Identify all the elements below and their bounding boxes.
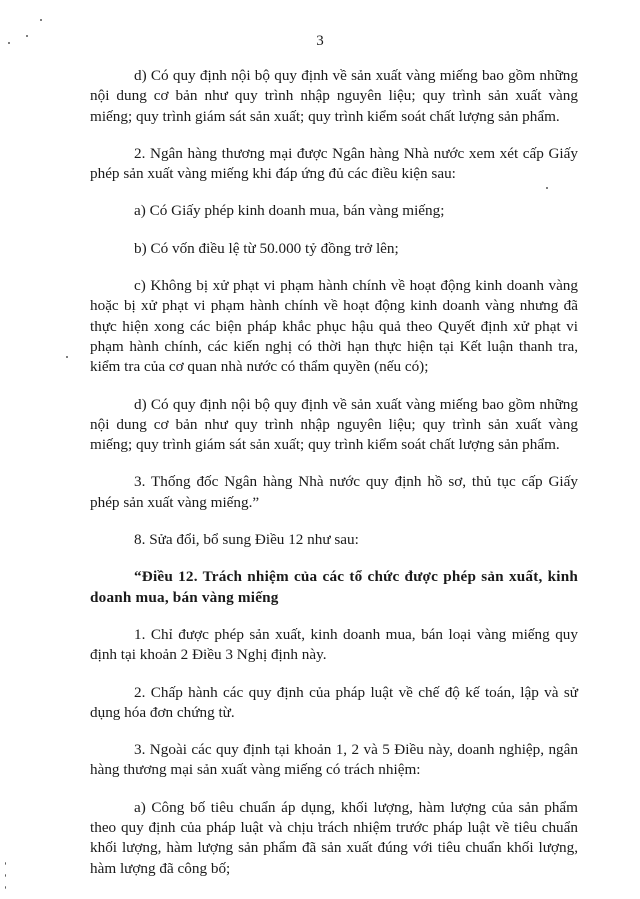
scan-speck — [5, 874, 6, 877]
scan-speck — [5, 862, 6, 865]
article-12-clause-1: 1. Chỉ được phép sản xuất, kinh doanh mua, bán loại vàng miếng quy định tại khoản 2 Điều 3 Nghị định này. — [90, 625, 578, 664]
paragraph-2-b: b) Có vốn điều lệ từ 50.000 tỷ đồng trở lên; — [134, 239, 399, 257]
scan-speck — [40, 19, 42, 21]
paragraph-2-c: c) Không bị xử phạt vi phạm hành chính về hoạt động kinh doanh vàng hoặc bị xử phạt vi phạm hành chính về hoạt động kinh doanh vàng nhưng đã thực hiện xong các biện pháp khắc phục hậu quả theo Quyết định xử phạt vi phạm hành chính, các kiến nghị có thời hạn thực hiện tại Kết luận thanh tra, kiểm tra của cơ quan nhà nước có thẩm quyền (nếu có); — [90, 277, 578, 376]
paragraph-3: 3. Thống đốc Ngân hàng Nhà nước quy định hồ sơ, thủ tục cấp Giấy phép sản xuất vàng miếng.” — [90, 473, 578, 511]
article-12-heading: “Điều 12. Trách nhiệm của các tổ chức được phép sản xuất, kinh doanh mua, bán vàng miếng — [90, 568, 578, 606]
document-body — [90, 66, 578, 879]
article-12-clause-2: 2. Chấp hành các quy định của pháp luật về chế độ kế toán, lập và sử dụng hóa đơn chứng từ. — [90, 683, 578, 721]
paragraph-2: 2. Ngân hàng thương mại được Ngân hàng Nhà nước xem xét cấp Giấy phép sản xuất vàng miếng khi đáp ứng đủ các điều kiện sau: — [90, 144, 578, 183]
scan-speck — [5, 886, 6, 889]
paragraph-2-d: d) Có quy định nội bộ quy định về sản xuất vàng miếng bao gồm những nội dung cơ bản như quy trình nhập nguyên liệu; quy trình sản xuất vàng miếng; quy trình giám sát sản xuất; quy trình kiểm soát chất lượng sản phẩm. — [90, 395, 578, 454]
scan-speck — [66, 356, 68, 358]
article-12-clause-3: 3. Ngoài các quy định tại khoản 1, 2 và 5 Điều này, doanh nghiệp, ngân hàng thương mại sản xuất vàng miếng có trách nhiệm: — [90, 741, 578, 779]
page-number: 3 — [316, 33, 324, 49]
article-12-clause-3-a: a) Công bố tiêu chuẩn áp dụng, khối lượng, hàm lượng của sản phẩm theo quy định của pháp luật và chịu trách nhiệm trước pháp luật về tiêu chuẩn khối lượng, hàm lượng sản phẩm đã sản xuất đúng với tiêu chuẩn khối lượng, hàm lượng đã công bố; — [90, 798, 578, 877]
paragraph-amendment-8: 8. Sửa đổi, bổ sung Điều 12 như sau: — [134, 531, 359, 549]
paragraph-2-a: a) Có Giấy phép kinh doanh mua, bán vàng miếng; — [134, 202, 445, 220]
paragraph-1-d: d) Có quy định nội bộ quy định về sản xuất vàng miếng bao gồm những nội dung cơ bản như quy trình nhập nguyên liệu; quy trình sản xuất vàng miếng; quy trình giám sát sản xuất; quy trình kiểm soát chất lượng sản phẩm. — [90, 67, 578, 125]
